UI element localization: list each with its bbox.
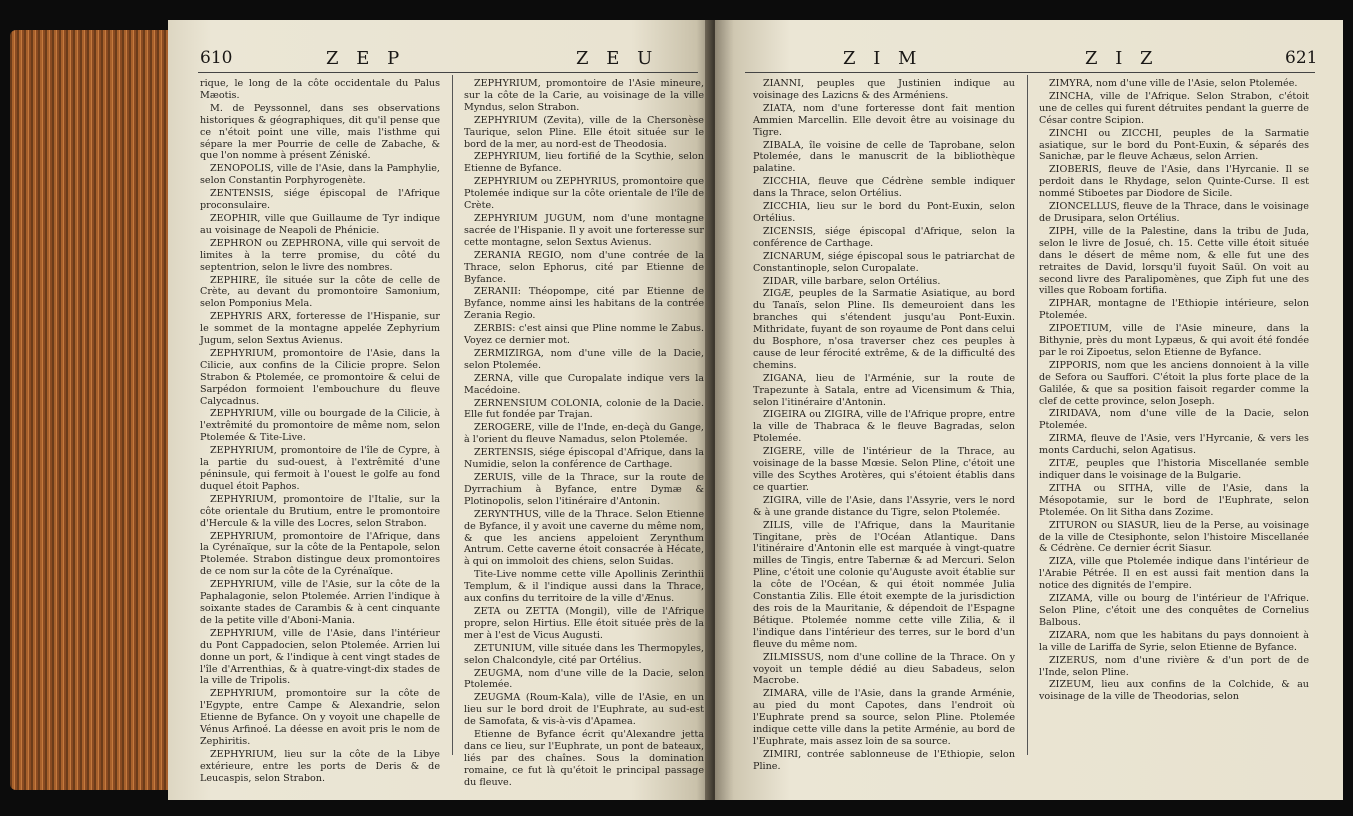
book-fore-edge-left xyxy=(10,30,170,790)
dictionary-entry: ZENOPOLIS, ville de l'Asie, dans la Pamphylie, selon Constantin Porphyrogenète. xyxy=(200,163,440,187)
page-number-right: 621 xyxy=(1285,48,1318,68)
dictionary-entry: Tite-Live nomme cette ville Apollinis Zerinthii Templum, & il l'indique aussi dans la Thrace, aux confins du territoire de la ville d'Ænus. xyxy=(464,569,704,605)
dictionary-entry: ZIGIRA, ville de l'Asie, dans l'Assyrie, vers le nord & à une grande distance du Tigre, selon Ptolemée. xyxy=(753,494,1015,518)
dictionary-entry: ZIZEUM, lieu aux confins de la Colchide, & au voisinage de la ville de Theodorias, selon xyxy=(1039,679,1309,703)
dictionary-entry: rique, le long de la côte occidentale du Palus Mæotis. xyxy=(200,78,440,101)
dictionary-entry: ZERTENSIS, siége épiscopal d'Afrique, dans la Numidie, selon la conférence de Carthage. xyxy=(464,447,704,471)
dictionary-entry: ZIONCELLUS, fleuve de la Thrace, dans le voisinage de Drusipara, selon Ortélius. xyxy=(1039,201,1309,224)
dictionary-entry: ZETUNIUM, ville située dans les Thermopyles, selon Chalcondyle, cité par Ortélius. xyxy=(464,642,704,666)
dictionary-entry: ZEPHYRIUM, promontoire de l'Asie, dans la Cilicie, aux confins de la Cilicie propre. Selon Strabon & Ptolemée, ce promontoire & celui de Sarpédon formoient l'embouchure du fleuve Calycadnus. xyxy=(200,347,440,407)
dictionary-entry: ZEUGMA, nom d'une ville de la Dacie, selon Ptolemée. xyxy=(464,667,704,691)
dictionary-entry: ZIZARA, nom que les habitans du pays donnoient à la ville de Lariffa de Syrie, selon Etienne de Byfance. xyxy=(1039,629,1309,653)
dictionary-entry: ZIPH, ville de la Palestine, dans la tribu de Juda, selon le livre de Josué, ch. 15. Cette ville étoit située dans le désert de même nom, & elle fut une des retraites de David, lorsqu'il fuyoit Saül. On voit au second livre des Paralipomènes, que Ziph fut une des villes que Roboam fortifia. xyxy=(1039,225,1309,297)
dictionary-entry: ZEPHYRIUM, lieu fortifié de la Scythie, selon Etienne de Byfance. xyxy=(464,151,704,175)
left-page-column-2 xyxy=(464,78,704,790)
dictionary-entry: ZEPHYRIUM, promontoire de l'île de Cypre, à la partie du sud-ouest, à l'extrêmité d'une péninsule, qui fermoit à l'ouest le golfe au fond duquel étoit Paphos. xyxy=(200,445,440,492)
dictionary-entry: ZEPHYRIUM (Zevita), ville de la Chersonèse Taurique, selon Pline. Elle étoit située sur le bord de la mer, au nord-est de Theodosia. xyxy=(464,114,704,150)
dictionary-entry: ZEPHYRIUM, ville de l'Asie, dans l'intérieur du Pont Cappadocien, selon Ptolemée. Arrien lui donne un port, & l'indique à cent vingt stades de l'île d'Arrenthias, & à quatre-vingt-dix stades de la ville de Tripolis. xyxy=(200,627,440,687)
column-divider xyxy=(1027,75,1028,755)
dictionary-entry: ZILIS, ville de l'Afrique, dans la Mauritanie Tingitane, près de l'Océan Atlantique. Dans l'itinéraire d'Antonin elle est marquée à vingt-quatre milles de Tingis, entre Tabernæ & ad Mercuri. Selon Pline, c'étoit une colonie qu'Auguste avoit établie sur la côte de l'Océan, & qui étoit nommée Julia Constantia Zilis. Elle étoit exempte de la jurisdiction des rois de la Mauritanie, & dépendoit de l'Espagne Bétique. Ptolemée nomme cette ville Zilia, & il l'indique dans l'intérieur des terres, sur le bord d'un fleuve du même nom. xyxy=(753,519,1015,650)
dictionary-entry: Etienne de Byfance écrit qu'Alexandre jetta dans ce lieu, sur l'Euphrate, un pont de bateaux, liés par des chaînes. Sous la domination romaine, ce fut là qu'étoit le principal passage du fleuve. xyxy=(464,729,704,788)
left-page-column-1 xyxy=(200,78,440,786)
dictionary-entry: ZIOBERIS, fleuve de l'Asie, dans l'Hyrcanie. Il se perdoit dans le Rhydage, selon Quinte-Curse. Il est nommé Stiboetes par Diodore de Sicile. xyxy=(1039,164,1309,200)
dictionary-entry: ZIPOETIUM, ville de l'Asie mineure, dans la Bithynie, près du mont Lypæus, & qui avoit été fondée par le roi Zipoetus, selon Etienne de Byfance. xyxy=(1039,323,1309,358)
dictionary-entry: ZERANII: Théopompe, cité par Etienne de Byfance, nomme ainsi les habitans de la contrée Zerania Regio. xyxy=(464,286,704,322)
left-page xyxy=(168,20,713,800)
dictionary-entry: ZIZAMA, ville ou bourg de l'intérieur de l'Afrique. Selon Pline, c'étoit une des conquêtes de Cornelius Balbous. xyxy=(1039,593,1309,628)
dictionary-entry: ZEPHYRIUM, promontoire de l'Italie, sur la côte orientale du Brutium, entre le promontoire d'Hercule & la ville des Locres, selon Strabon. xyxy=(200,493,440,529)
dictionary-entry: ZIRIDAVA, nom d'une ville de la Dacie, selon Ptolemée. xyxy=(1039,408,1309,432)
dictionary-entry: ZEPHYRIUM ou ZEPHYRIUS, promontoire que Ptolemée indique sur la côte orientale de l'île de Crète. xyxy=(464,176,704,212)
dictionary-entry: ZEPHIRE, île située sur la côte de celle de Crète, au devant du promontoire Samonium, selon Pomponius Mela. xyxy=(200,274,440,310)
right-page xyxy=(715,20,1343,800)
dictionary-entry: ZICCHIA, fleuve que Cédrène semble indiquer dans la Thrace, selon Ortélius. xyxy=(753,176,1015,200)
dictionary-entry: ZIMARA, ville de l'Asie, dans la grande Arménie, au pied du mont Capotes, dans l'endroit où l'Euphrate prend sa source, selon Pline. Ptolemée indique cette ville dans la petite Arménie, au bord de l'Euphrate, mais assez loin de sa source. xyxy=(753,688,1015,747)
dictionary-entry: ZIPPORIS, nom que les anciens donnoient à la ville de Sefora ou Sauffori. C'étoit la plus forte place de la Galilée, & que sa position faisoit regarder comme la clef de cette province, selon Joseph. xyxy=(1039,359,1309,407)
running-head-ziz: Z I Z xyxy=(1085,48,1159,69)
dictionary-entry: ZEOPHIR, ville que Guillaume de Tyr indique au voisinage de Neapoli de Phénicie. xyxy=(200,212,440,236)
dictionary-entry: ZERANIA REGIO, nom d'une contrée de la Thrace, selon Ephorus, cité par Etienne de Byfance. xyxy=(464,249,704,285)
header-rule xyxy=(745,72,1315,73)
dictionary-entry: ZEPHRON ou ZEPHRONA, ville qui servoit de limites à la terre promise, du côté du septentrion, selon le livre des nombres. xyxy=(200,237,440,273)
dictionary-entry: ZEPHYRIS ARX, forteresse de l'Hispanie, sur le sommet de la montagne appelée Zephyrium Jugum, selon Sextus Avienus. xyxy=(200,311,440,347)
dictionary-entry: ZERNENSIUM COLONIA, colonie de la Dacie. Elle fut fondée par Trajan. xyxy=(464,397,704,421)
dictionary-entry: ZIATA, nom d'une forteresse dont fait mention Ammien Marcellin. Elle devoit être au voisinage du Tigre. xyxy=(753,102,1015,138)
dictionary-entry: ZIZA, ville que Ptolemée indique dans l'intérieur de l'Arabie Pétrée. Il en est aussi fait mention dans la notice des dignités de l'empire. xyxy=(1039,556,1309,592)
running-head-zep: Z E P xyxy=(326,48,406,69)
dictionary-entry: ZITHA ou SITHA, ville de l'Asie, dans la Mésopotamie, sur le bord de l'Euphrate, selon Ptolemée. On lit Sitha dans Zozime. xyxy=(1039,482,1309,518)
dictionary-entry: ZIZERUS, nom d'une rivière & d'un port de de l'Inde, selon Pline. xyxy=(1039,654,1309,678)
dictionary-entry: ZINCHA, ville de l'Afrique. Selon Strabon, c'étoit une de celles qui furent détruites pendant la guerre de César contre Scipion. xyxy=(1039,90,1309,126)
column-divider xyxy=(452,75,453,755)
dictionary-entry: ZIMYRA, nom d'une ville de l'Asie, selon Ptolemée. xyxy=(1049,78,1298,89)
dictionary-entry: ZIRMA, fleuve de l'Asie, vers l'Hyrcanie, & vers les monts Carduchi, selon Agatisus. xyxy=(1039,433,1309,457)
dictionary-entry: ZIGANA, lieu de l'Arménie, sur la route de Trapezunte à Satala, entre ad Vicensimum & Thia, selon l'itinéraire d'Antonin. xyxy=(753,372,1015,408)
dictionary-entry: ZIMIRI, contrée sablonneuse de l'Ethiopie, selon Pline. xyxy=(753,748,1015,772)
dictionary-entry: ZEPHYRIUM, ville de l'Asie, sur la côte de la Paphalagonie, selon Ptolemée. Arrien l'indique à soixante stades de Carambis & à cent cinquante de la petite ville d'Aboni-Mania. xyxy=(200,579,440,626)
dictionary-entry: ZINCHI ou ZICCHI, peuples de la Sarmatie asiatique, sur le bord du Pont-Euxin, & séparés des Sanichæ, par le fleuve Achæus, selon Arrien. xyxy=(1039,127,1309,163)
dictionary-entry: ZETA ou ZETTA (Mongil), ville de l'Afrique propre, selon Hirtius. Elle étoit située près de la mer à l'est de Vicus Augusti. xyxy=(464,605,704,641)
right-page-column-1 xyxy=(753,78,1015,774)
dictionary-entry: ZERBIS: c'est ainsi que Pline nomme le Zabus. Voyez ce dernier mot. xyxy=(464,323,704,347)
dictionary-entry: ZEROGERE, ville de l'Inde, en-deçà du Gange, à l'orient du fleuve Namadus, selon Ptolemée. xyxy=(464,422,704,446)
dictionary-entry: ZIPHAR, montagne de l'Ethiopie intérieure, selon Ptolemée. xyxy=(1039,298,1309,322)
dictionary-entry: ZITÆ, peuples que l'historia Miscellanée semble indiquer dans le voisinage de la Bulgarie. xyxy=(1039,458,1309,481)
page-number-left: 610 xyxy=(200,48,233,68)
dictionary-entry: ZICCHIA, lieu sur le bord du Pont-Euxin, selon Ortélius. xyxy=(753,201,1015,224)
right-page-column-2 xyxy=(1039,78,1309,704)
dictionary-entry: ZEPHYRIUM, promontoire de l'Afrique, dans la Cyrénaïque, sur la côte de la Pentapole, selon Ptolemée. Strabon distingue deux promontoires de ce nom sur la côte de la Cyrénaïque. xyxy=(200,530,440,578)
dictionary-entry: ZEPHYRIUM JUGUM, nom d'une montagne sacrée de l'Hispanie. Il y avoit une forteresse sur cette montagne, selon Sextus Avienus. xyxy=(464,212,704,248)
dictionary-entry: ZIGEIRA ou ZIGIRA, ville de l'Afrique propre, entre la ville de Thabraca & le fleuve Bagradas, selon Ptolemée. xyxy=(753,409,1015,445)
dictionary-entry: ZITURON ou SIASUR, lieu de la Perse, au voisinage de la ville de Ctesiphonte, selon l'histoire Miscellanée & Cédrène. Ce dernier écrit Siasur. xyxy=(1039,519,1309,555)
dictionary-entry: ZEPHYRIUM, lieu sur la côte de la Libye extérieure, entre les ports de Deris & de Leucaspis, selon Strabon. xyxy=(200,748,440,784)
dictionary-entry: M. de Peyssonnel, dans ses observations historiques & géographiques, dit qu'il pense que ce n'étoit point une ville, mais l'isthme qui sépare la mer Pourrie de celle de Zabache, & que l'on nomme à présent Zéniské. xyxy=(200,102,440,162)
dictionary-entry: ZERMIZIRGA, nom d'une ville de la Dacie, selon Ptolemée. xyxy=(464,347,704,371)
dictionary-entry: ZILMISSUS, nom d'une colline de la Thrace. On y voyoit un temple dédié au dieu Sabadeus, selon Macrobe. xyxy=(753,651,1015,687)
dictionary-entry: ZEUGMA (Roum-Kala), ville de l'Asie, en un lieu sur le bord droit de l'Euphrate, au sud-est de Samofata, & vis-à-vis d'Apamea. xyxy=(464,692,704,728)
dictionary-entry: ZENTENSIS, siége épiscopal de l'Afrique proconsulaire. xyxy=(200,188,440,212)
dictionary-entry: ZERNA, ville que Curopalate indique vers la Macédoine. xyxy=(464,372,704,396)
dictionary-entry: ZIGÆ, peuples de la Sarmatie Asiatique, au bord du Tanaïs, selon Pline. Ils demeuroient dans les branches qui s'étendent jusqu'au Pont-Euxin. Mithridate, fuyant de son royaume de Pont dans celui du Bosphore, n'osa traverser chez ces peuples à cause de leur férocité extrême, & de la difficulté des chemins. xyxy=(753,288,1015,371)
dictionary-entry: ZEPHYRIUM, ville ou bourgade de la Cilicie, à l'extrêmité du promontoire de même nom, selon Ptolemée & Tite-Live. xyxy=(200,408,440,444)
running-head-zim: Z I M xyxy=(843,48,923,69)
dictionary-entry: ZIGERE, ville de l'intérieur de la Thrace, au voisinage de la basse Mœsie. Selon Pline, c'étoit une ville des Scythes Arotères, qui s'étoient établis dans ce quartier. xyxy=(753,446,1015,493)
header-rule xyxy=(198,72,698,73)
dictionary-entry: ZIDAR, ville barbare, selon Ortélius. xyxy=(763,275,941,287)
dictionary-entry: ZEPHYRIUM, promontoire de l'Asie mineure, sur la côte de la Carie, au voisinage de la ville Myndus, selon Strabon. xyxy=(464,78,704,113)
dictionary-entry: ZEPHYRIUM, promontoire sur la côte de l'Egypte, entre Campe & Alexandrie, selon Etienne de Byfance. On y voyoit une chapelle de Vénus Arfinoé. La déesse en avoit pris le nom de Zephiritis. xyxy=(200,688,440,747)
dictionary-entry: ZICNARUM, siége épiscopal sous le patriarchat de Constantinople, selon Curopalate. xyxy=(753,250,1015,274)
dictionary-entry: ZERYNTHUS, ville de la Thrace. Selon Etienne de Byfance, il y avoit une caverne du même nom, & que les anciens appeloient Zerynthum Antrum. Cette caverne étoit consacrée à Hécate, à qui on immoloit des chiens, selon Suidas. xyxy=(464,508,704,568)
dictionary-entry: ZIANNI, peuples que Justinien indique au voisinage des Lazicns & des Arméniens. xyxy=(753,78,1015,101)
dictionary-entry: ZERUIS, ville de la Thrace, sur la route de Dyrrachium à Byfance, entre Dymæ & Plotinopolis, selon l'itinéraire d'Antonin. xyxy=(464,472,704,507)
dictionary-entry: ZICENSIS, siége épiscopal d'Afrique, selon la conférence de Carthage. xyxy=(753,225,1015,249)
running-head-zeu: Z E U xyxy=(576,48,659,69)
dictionary-entry: ZIBALA, île voisine de celle de Taprobane, selon Ptolemée, dans le manuscrit de la bibliothèque palatine. xyxy=(753,139,1015,175)
